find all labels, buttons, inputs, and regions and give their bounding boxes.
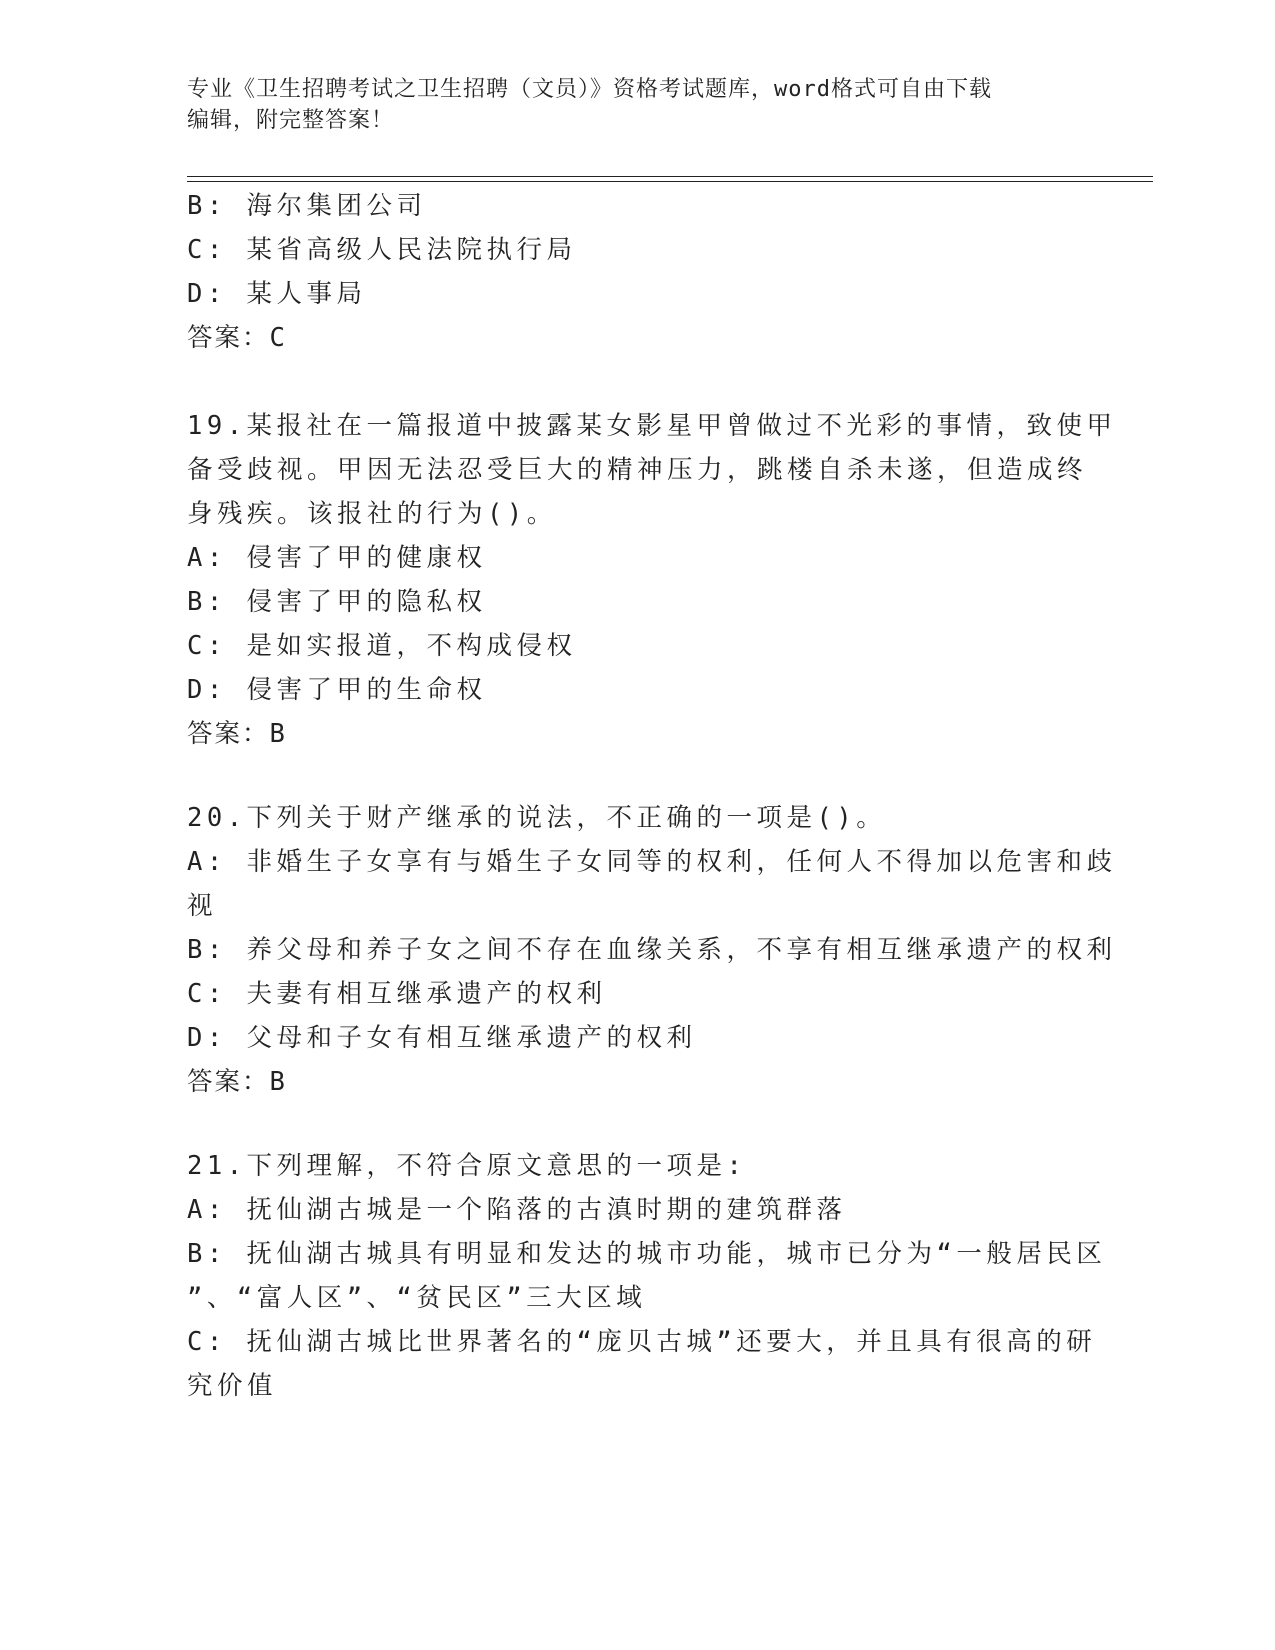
q20-option-a-line-2: 视 (187, 891, 218, 921)
q19-answer: 答案：B (187, 719, 287, 749)
q21-option-a: A: 抚仙湖古城是一个陷落的古滇时期的建筑群落 (187, 1195, 847, 1225)
header-divider-top (187, 176, 1153, 177)
q18-option-d: D: 某人事局 (187, 279, 367, 309)
q19-stem-line-2: 备受歧视。甲因无法忍受巨大的精神压力，跳楼自杀未遂，但造成终 (187, 455, 1088, 485)
q20-option-b: B: 养父母和养子女之间不存在血缘关系，不享有相互继承遗产的权利 (187, 935, 1117, 965)
q19-stem-line-3: 身残疾。该报社的行为()。 (187, 499, 557, 529)
header-line-1: 专业《卫生招聘考试之卫生招聘（文员）》资格考试题库，word格式可自由下载 (187, 77, 992, 102)
q21-option-c-line-1: C: 抚仙湖古城比世界著名的“庞贝古城”还要大，并且具有很高的研 (187, 1327, 1097, 1357)
header-divider-bottom (187, 181, 1153, 182)
q18-option-b: B: 海尔集团公司 (187, 191, 427, 221)
q21-option-b-line-2: ”、“富人区”、“贫民区”三大区域 (187, 1283, 647, 1313)
header-line-2: 编辑，附完整答案！ (187, 108, 395, 133)
q20-option-c: C: 夫妻有相互继承遗产的权利 (187, 979, 607, 1009)
q20-answer: 答案：B (187, 1067, 287, 1097)
q18-answer: 答案：C (187, 323, 287, 353)
q21-option-b-line-1: B: 抚仙湖古城具有明显和发达的城市功能，城市已分为“一般居民区 (187, 1239, 1107, 1269)
document-header (187, 74, 1087, 136)
q19-stem-line-1: 19.某报社在一篇报道中披露某女影星甲曾做过不光彩的事情，致使甲 (187, 411, 1117, 441)
q19-option-a: A: 侵害了甲的健康权 (187, 543, 487, 573)
q20-option-d: D: 父母和子女有相互继承遗产的权利 (187, 1023, 697, 1053)
q21-stem: 21.下列理解，不符合原文意思的一项是: (187, 1151, 747, 1181)
q20-option-a-line-1: A: 非婚生子女享有与婚生子女同等的权利，任何人不得加以危害和歧 (187, 847, 1117, 877)
q19-option-b: B: 侵害了甲的隐私权 (187, 587, 487, 617)
q19-option-c: C: 是如实报道，不构成侵权 (187, 631, 577, 661)
q18-option-c: C: 某省高级人民法院执行局 (187, 235, 577, 265)
q20-stem: 20.下列关于财产继承的说法，不正确的一项是()。 (187, 803, 887, 833)
q21-option-c-line-2: 究价值 (187, 1371, 278, 1401)
q19-option-d: D: 侵害了甲的生命权 (187, 675, 487, 705)
